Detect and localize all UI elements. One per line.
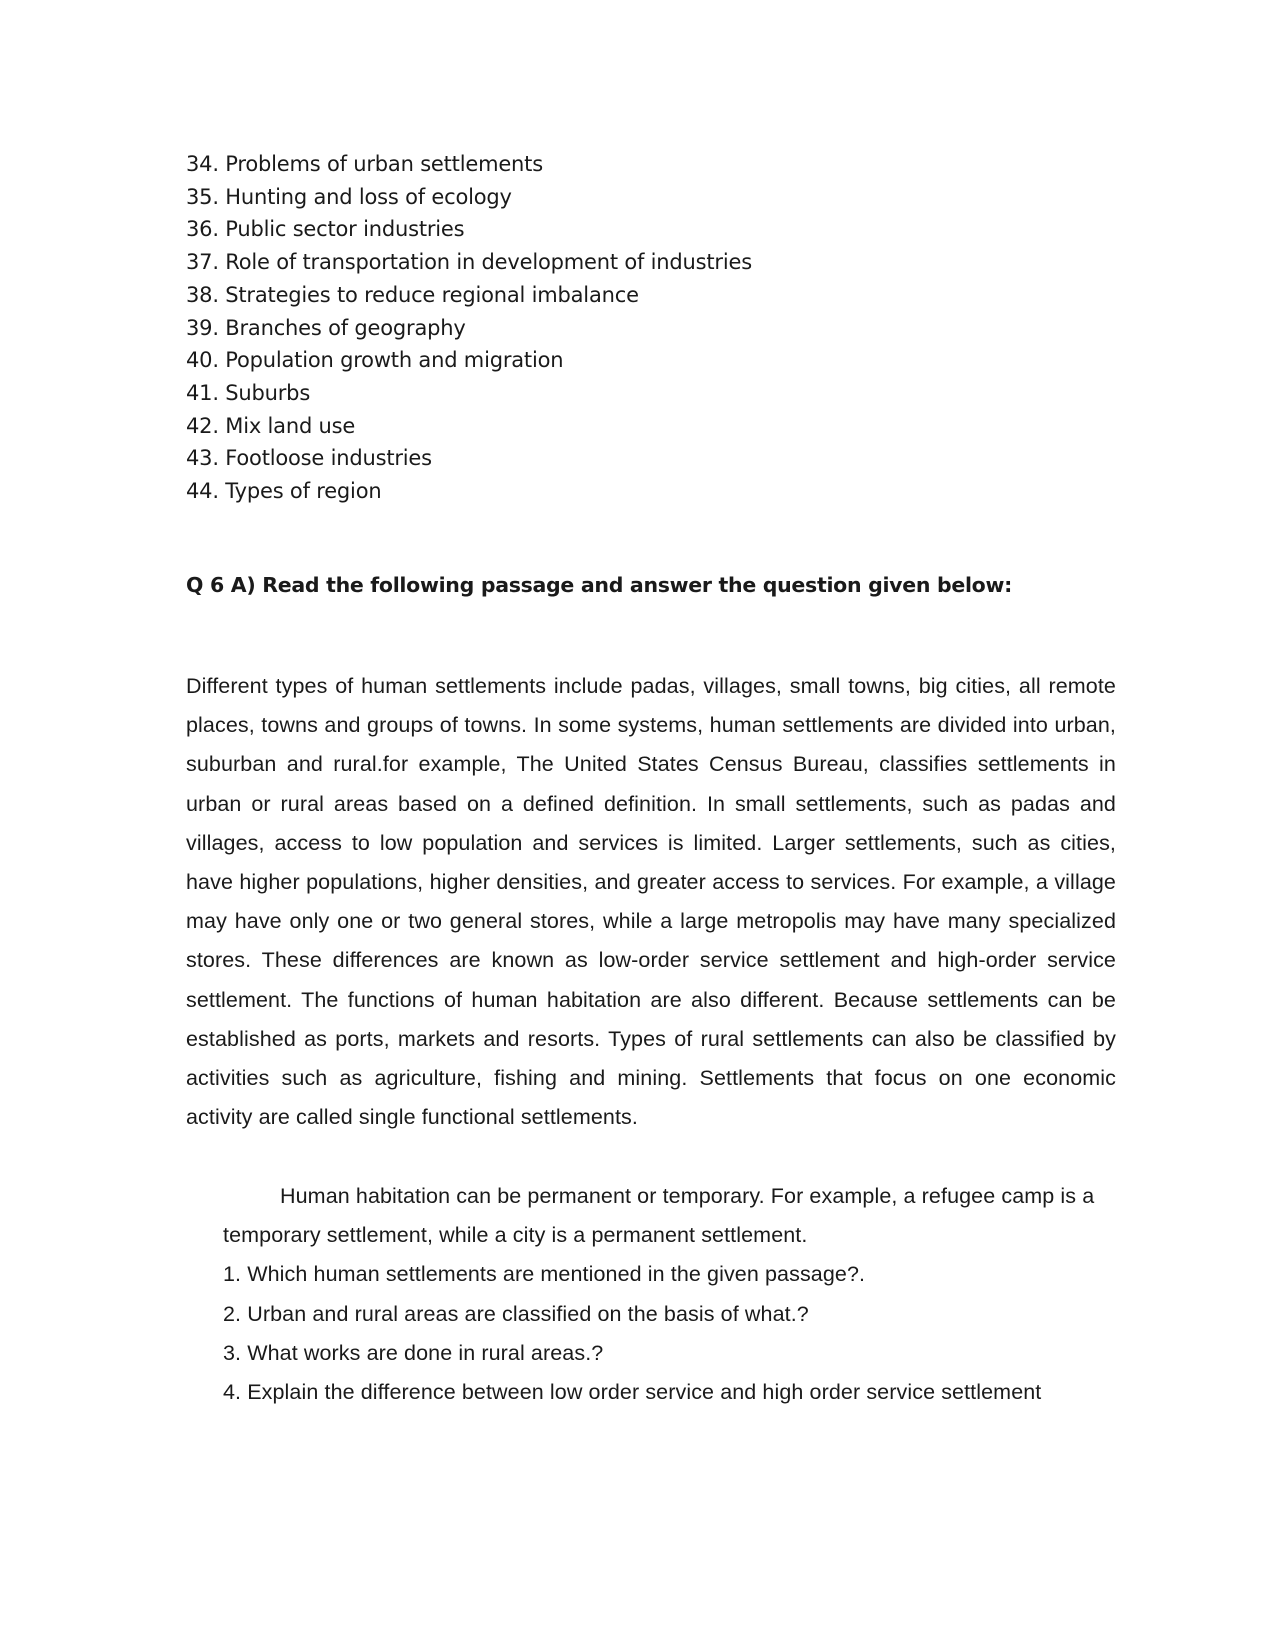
topic-item: 34. Problems of urban settlements [186, 152, 543, 176]
question-heading: Q 6 A) Read the following passage and answer the question given below: [186, 573, 1013, 597]
topic-item: 40. Population growth and migration [186, 348, 564, 373]
topic-item: 37. Role of transportation in development of industries [186, 250, 752, 275]
passage-continuation [223, 1177, 1116, 1412]
question-item: 4. Explain the difference between low order service and high order service settlement [223, 1380, 1042, 1405]
topic-item: 38. Strategies to reduce regional imbalance [186, 282, 639, 307]
topic-item: 44. Types of region [186, 479, 382, 504]
topic-item: 35. Hunting and loss of ecology [186, 184, 512, 209]
topic-list [186, 148, 752, 508]
question-item: 2. Urban and rural areas are classified on the basis of what.? [223, 1301, 809, 1326]
topic-item: 41. Suburbs [186, 380, 311, 405]
question-list [223, 1255, 1116, 1412]
question-item: 3. What works are done in rural areas.? [223, 1340, 604, 1365]
passage-paragraph-1: Different types of human settlements include padas, villages, small towns, big cities, all remote places, towns and groups of towns. In some systems, human settlements are divided into urban, suburban and rural.for example, The United States Census Bureau, classifies settlements in urban or rural areas based on a defined definition. In small settlements, such as padas and villages, access to low population and services is limited. Larger settlements, such as cities, have higher populations, higher densities, and greater access to services. For example, a village may have only one or two general stores, while a large metropolis may have many specialized stores. These differences are known as low-order service settlement and high-order service settlement. The functions of human habitation are also different. Because settlements can be established as ports, markets and resorts. Types of rural settlements can also be classified by activities such as agriculture, fishing and mining. Settlements that focus on one economic activity are called single functional settlements. [186, 674, 1116, 1130]
topic-item: 43. Footloose industries [186, 446, 432, 471]
topic-item: 36. Public sector industries [186, 217, 465, 242]
topic-item: 39. Branches of geography [186, 315, 466, 340]
passage-paragraph-2: Human habitation can be permanent or temporary. For example, a refugee camp is a temporary settlement, while a city is a permanent settlement. [223, 1184, 1095, 1248]
topic-item: 42. Mix land use [186, 413, 356, 438]
question-item: 1. Which human settlements are mentioned in the given passage?. [223, 1262, 866, 1287]
